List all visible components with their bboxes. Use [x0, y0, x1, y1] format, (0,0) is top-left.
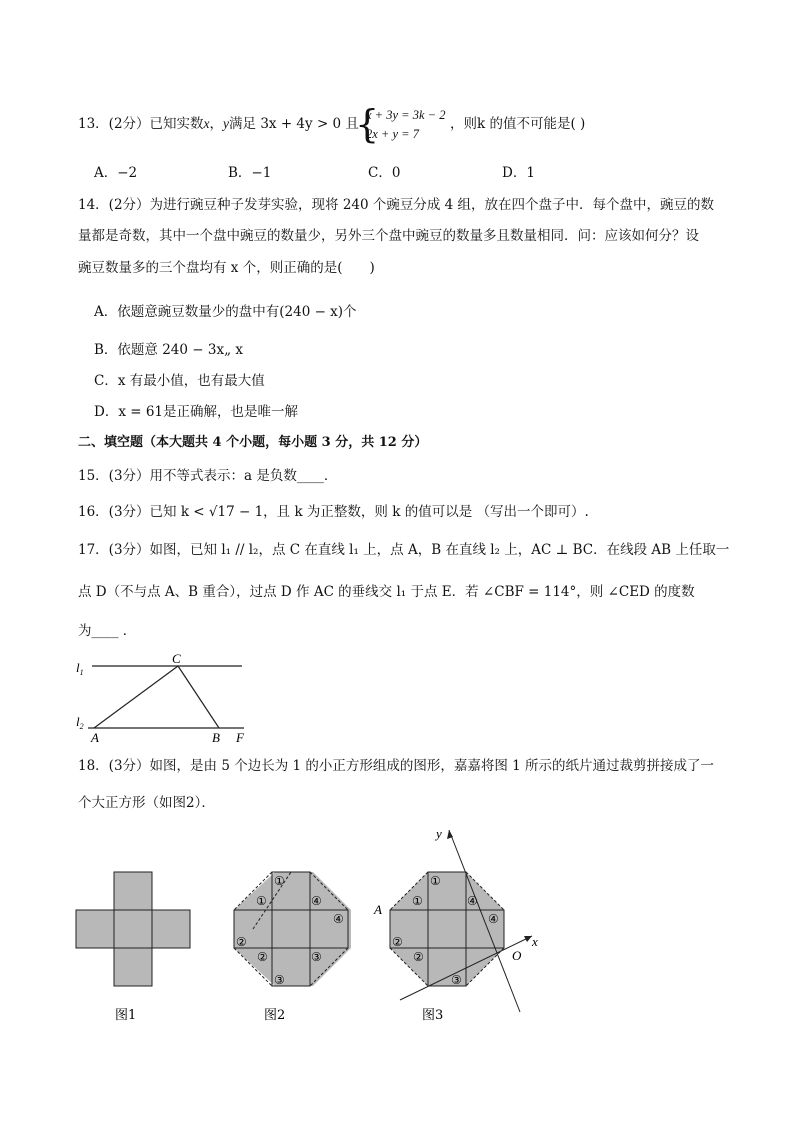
- mark-1: ①: [430, 874, 441, 888]
- q18-line-1: 18．(3分）如图，是由 5 个边长为 1 的小正方形组成的图形，嘉嘉将图 1 所示的纸片通过裁剪拼接成了一: [78, 758, 715, 774]
- label-a: A: [374, 902, 382, 917]
- label-l2: $l_2$: [76, 714, 84, 731]
- option-text: −1: [251, 165, 272, 181]
- label-x: x: [532, 934, 538, 949]
- option-letter: D．: [502, 165, 527, 181]
- q13-eq2: 2x + y = 7: [366, 127, 419, 141]
- caption-fig1: 图1: [115, 1008, 137, 1023]
- option-letter: C．: [94, 373, 118, 389]
- q13-var-y: y: [223, 116, 230, 131]
- mark-3: ③: [311, 950, 322, 964]
- q13-condition: 满足 3x + 4y > 0 且: [229, 116, 359, 132]
- q13-eq1: x + 3y = 3k − 2: [366, 108, 446, 122]
- option-text: x 有最小值，也有最大值: [117, 373, 265, 389]
- q13-system-brace: {: [355, 102, 380, 146]
- q17-line-2: 点 D（不与点 A、B 重合），过点 D 作 AC 的垂线交 l₁ 于点 E．若 ∠CBF = 114°，则 ∠CED 的度数: [78, 584, 695, 600]
- figure-1-plus: [76, 872, 190, 986]
- caption-fig2: 图2: [264, 1008, 286, 1023]
- q17-line-3: 为____ ．: [78, 623, 137, 639]
- label-c: C: [172, 651, 181, 666]
- option-letter: A．: [94, 165, 118, 181]
- option-text: 依题意豌豆数量少的盘中有(240 − x)个: [117, 304, 357, 320]
- q17-line-1: 17．(3分）如图，已知 l₁ // l₂，点 C 在直线 l₁ 上，点 A，B 在直线 l₂ 上，AC ⊥ BC．在线段 AB 上任取一: [78, 542, 730, 558]
- mark-1: ①: [256, 894, 267, 908]
- q13-var-x: x: [203, 116, 210, 131]
- caption-fig3: 图3: [422, 1008, 444, 1023]
- figure-2-plus: [234, 872, 351, 986]
- label-o: O: [512, 948, 522, 963]
- q16: 16．(3分）已知 k < √17 − 1，且 k 为正整数，则 k 的值可以是 （写出一个即可）.: [78, 504, 589, 520]
- mark-4: ④: [311, 894, 322, 908]
- q14-line-1: 14．(2分）为进行豌豆种子发芽实验，现将 240 个豌豆分成 4 组，放在四个盘子中．每个盘中，豌豆的数: [78, 197, 715, 213]
- q18-line-2: 个大正方形（如图2）．: [78, 795, 215, 811]
- label-y: y: [436, 826, 442, 841]
- option-text: 1: [526, 165, 535, 181]
- option-letter: A．: [94, 304, 118, 320]
- option-text: −2: [117, 165, 138, 181]
- mark-3: ③: [274, 973, 285, 987]
- mark-4: ④: [467, 894, 478, 908]
- option-letter: D．: [94, 404, 119, 420]
- option-letter: C．: [368, 165, 392, 181]
- label-a: A: [91, 730, 99, 745]
- mark-1: ①: [412, 894, 423, 908]
- option-letter: B．: [94, 342, 118, 358]
- mark-2: ②: [413, 950, 424, 964]
- label-b: B: [212, 730, 220, 745]
- q13-stem-post: ，则k 的值不可能是( ): [450, 116, 586, 132]
- mark-1: ①: [274, 874, 285, 888]
- mark-2: ②: [392, 935, 403, 949]
- q13-stem-pre: 13．(2分）已知实数: [78, 116, 204, 132]
- mark-3: ③: [451, 973, 462, 987]
- option-letter: B．: [228, 165, 252, 181]
- label-l1: $l_1$: [76, 660, 84, 677]
- section-heading: 二、填空题（本大题共 4 个小题，每小题 3 分，共 12 分）: [78, 435, 428, 450]
- q14-line-2: 量都是奇数，其中一个盘中豌豆的数量少，另外三个盘中豌豆的数量多且数量相同．问：应该如何分？设: [78, 228, 699, 244]
- option-text: x = 61是正确解，也是唯一解: [118, 404, 299, 420]
- mark-2: ②: [236, 935, 247, 949]
- q15: 15．(3分）用不等式表示：a 是负数____．: [78, 468, 338, 484]
- option-text: 依题意 240 − 3x„ x: [117, 342, 243, 358]
- q14-line-3: 豌豆数量多的三个盘均有 x 个，则正确的是( ): [78, 260, 375, 276]
- mark-2: ②: [257, 950, 268, 964]
- mark-4: ④: [333, 912, 344, 926]
- mark-4: ④: [488, 912, 499, 926]
- option-text: 0: [391, 165, 401, 181]
- q13-comma: ，: [209, 116, 224, 132]
- label-f: F: [236, 730, 244, 745]
